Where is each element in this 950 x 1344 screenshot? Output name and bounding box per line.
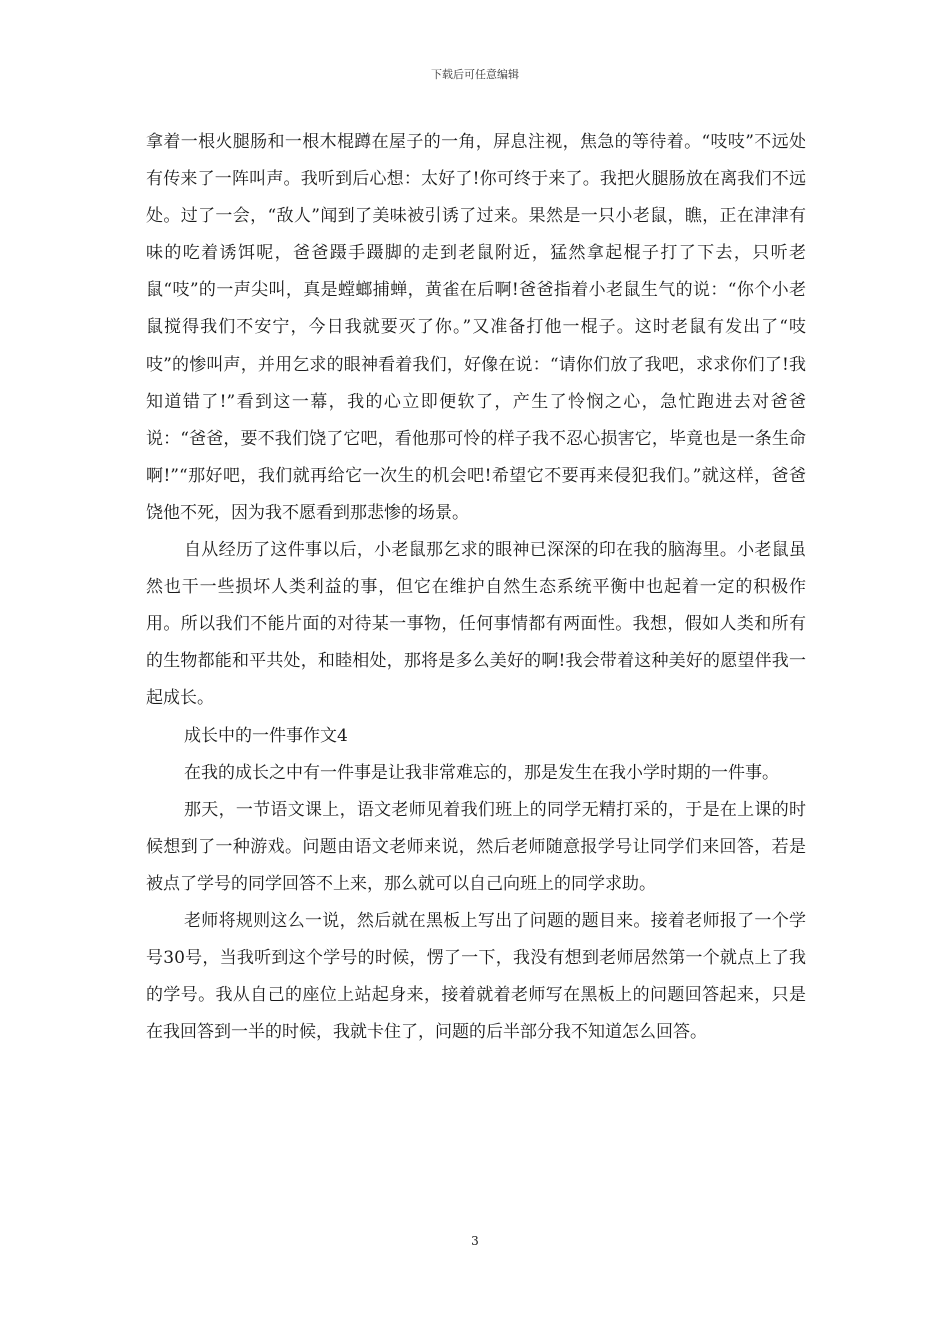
paragraph: 在我的成长之中有一件事是让我非常难忘的，那是发生在我小学时期的一件事。 — [184, 762, 779, 783]
paragraph: 那天，一节语文课上，语文老师见着我们班上的同学无精打采的，于是在上课的时候想到了一种游戏。问题由语文老师来说，然后老师随意报学号让同学们来回答，若是被点了学号的同学回答不上来，那么就可以自己向班上的同学求助。 — [146, 799, 806, 894]
paragraph: 自从经历了这件事以后，小老鼠那乞求的眼神已深深的印在我的脑海里。小老鼠虽然也干一些损坏人类利益的事，但它在维护自然生态系统平衡中也起着一定的积极作用。所以我们不能片面的对待某一事物，任何事情都有两面性。我想，假如人类和所有的生物都能和平共处，和睦相处，那将是多么美好的啊!我会带着这种美好的愿望伴我一起成长。 — [146, 540, 806, 709]
paragraph-continuation: 拿着一根火腿肠和一根木棍蹲在屋子的一角，屏息注视，焦急的等待着。“吱吱”不远处有传来了一阵叫声。我听到后心想：太好了!你可终于来了。我把火腿肠放在离我们不远处。过了一会，“敌人”闻到了美味被引诱了过来。果然是一只小老鼠，瞧，正在津津有味的吃着诱饵呢，爸爸蹑手蹑脚的走到老鼠附近，猛然拿起棍子打了下去，只听老鼠“吱”的一声尖叫，真是螳螂捕蝉，黄雀在后啊!爸爸指着小老鼠生气的说：“你个小老鼠搅得我们不安宁，今日我就要灭了你。”又准备打他一棍子。这时老鼠有发出了“吱吱”的惨叫声，并用乞求的眼神看着我们，好像在说：“请你们放了我吧，求求你们了!我知道错了!”看到这一幕，我的心立即便软了，产生了怜悯之心，急忙跑进去对爸爸说：“爸爸，要不我们饶了它吧，看他那可怜的样子我不忍心损害它，毕竟也是一条生命啊!”“那好吧，我们就再给它一次生的机会吧!希望它不要再来侵犯我们。”就这样，爸爸饶他不死，因为我不愿看到那悲惨的场景。 — [146, 132, 806, 523]
document-body — [146, 124, 806, 1051]
page-header: 下载后可任意编辑 — [431, 68, 519, 81]
section-title: 成长中的一件事作文4 — [184, 725, 348, 746]
page-number: 3 — [471, 1234, 479, 1248]
paragraph: 老师将规则这么一说，然后就在黑板上写出了问题的题目来。接着老师报了一个学号30号，当我听到这个学号的时候，愣了一下，我没有想到老师居然第一个就点上了我的学号。我从自己的座位上站起身来，接着就着老师写在黑板上的问题回答起来，只是在我回答到一半的时候，我就卡住了，问题的后半部分我不知道怎么回答。 — [146, 910, 806, 1043]
